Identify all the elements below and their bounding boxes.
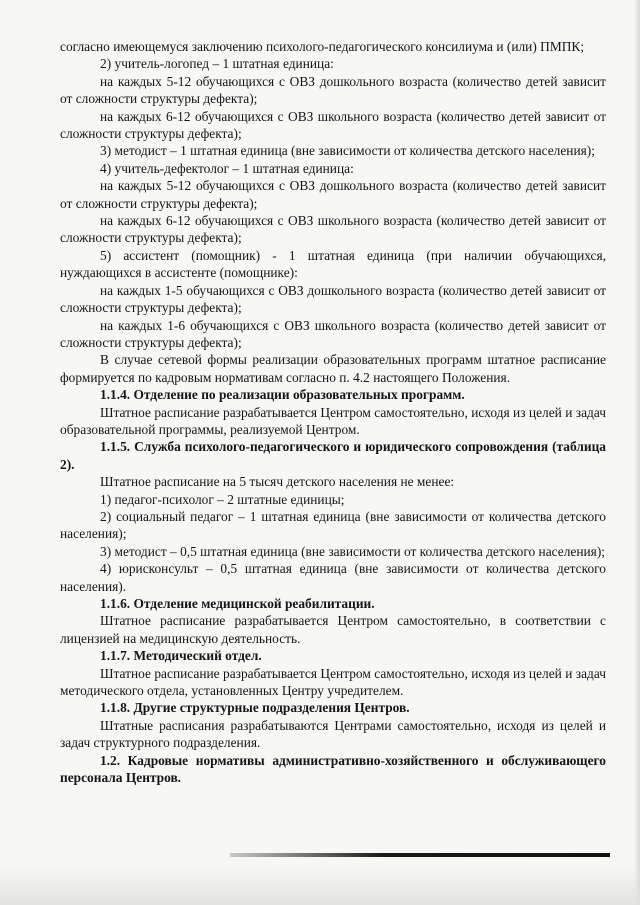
section-heading: 1.1.8. Другие структурные подразделения Центров. [100,700,410,716]
document-body [60,38,606,786]
paragraph: на каждых 5-12 обучающихся с ОВЗ дошкольного возраста (количество детей зависит от сложности структуры дефекта); [60,178,606,211]
paragraph: 4) учитель-дефектолог – 1 штатная единица: [100,160,354,176]
paragraph: Штатное расписание на 5 тысяч детского населения не менее: [100,474,455,490]
section-heading: 1.1.4. Отделение по реализации образовательных программ. [100,387,465,403]
scan-bottom-line [230,853,610,857]
paragraph: В случае сетевой формы реализации образовательных программ штатное расписание формируется по кадровым нормативам согласно п. 4.2 настоящего Положения. [60,352,606,385]
scan-edge [634,0,640,905]
paragraph: согласно имеющемуся заключению психолого-педагогического консилиума и (или) ПМПК; [60,39,585,54]
scan-bottom-shade [0,865,640,905]
paragraph: на каждых 1-5 обучающихся с ОВЗ дошкольного возраста (количество детей зависит от сложности структуры дефекта); [60,282,606,316]
paragraph: Штатное расписание разрабатывается Центром самостоятельно, исходя из целей и задач образовательной программы, реализуемой Центром. [60,404,606,437]
section-heading: 1.2. Кадровые нормативы административно-хозяйственного и обслуживающего персонала Центров. [60,752,606,786]
paragraph: 1) педагог-психолог – 2 штатные единицы; [100,491,345,507]
paragraph: Штатное расписание разрабатывается Центром самостоятельно, в соответствии с лицензией на медицинскую деятельность. [60,613,606,646]
paragraph: Штатные расписания разрабатываются Центрами самостоятельно, исходя из целей и задач структурного подразделения. [60,717,606,751]
paragraph: 2) социальный педагог – 1 штатная единица (вне зависимости от количества детского населения); [60,508,606,542]
paragraph: на каждых 1-6 обучающихся с ОВЗ школьного возраста (количество детей зависит от сложности структуры дефекта); [60,317,606,350]
paragraph: на каждых 6-12 обучающихся с ОВЗ школьного возраста (количество детей зависит от сложности структуры дефекта); [60,213,606,246]
paragraph: 3) методист – 0,5 штатная единица (вне зависимости от количества детского населения); [100,543,606,559]
paragraph: 3) методист – 1 штатная единица (вне зависимости от количества детского населения); [100,143,595,159]
section-heading: 1.1.7. Методический отдел. [100,648,262,664]
section-heading: 1.1.5. Служба психолого-педагогического и юридического сопровождения (таблица 2). [60,439,606,472]
paragraph: 2) учитель-логопед – 1 штатная единица: [100,56,334,72]
section-heading: 1.1.6. Отделение медицинской реабилитации. [100,596,375,611]
paragraph: на каждых 5-12 обучающихся с ОВЗ дошкольного возраста (количество детей зависит от сложности структуры дефекта); [60,73,606,107]
paragraph: 4) юрисконсульт – 0,5 штатная единица (вне зависимости от количества детского населения). [60,561,606,594]
paragraph: 5) ассистент (помощник) - 1 штатная единица (при наличии обучающихся, нуждающихся в ассистенте (помощнике): [60,247,606,281]
paragraph: на каждых 6-12 обучающихся с ОВЗ школьного возраста (количество детей зависит от сложности структуры дефекта); [60,108,606,142]
paragraph: Штатное расписание разрабатывается Центром самостоятельно, исходя из целей и задач методического отдела, установленных Центру учредителем. [60,665,606,699]
